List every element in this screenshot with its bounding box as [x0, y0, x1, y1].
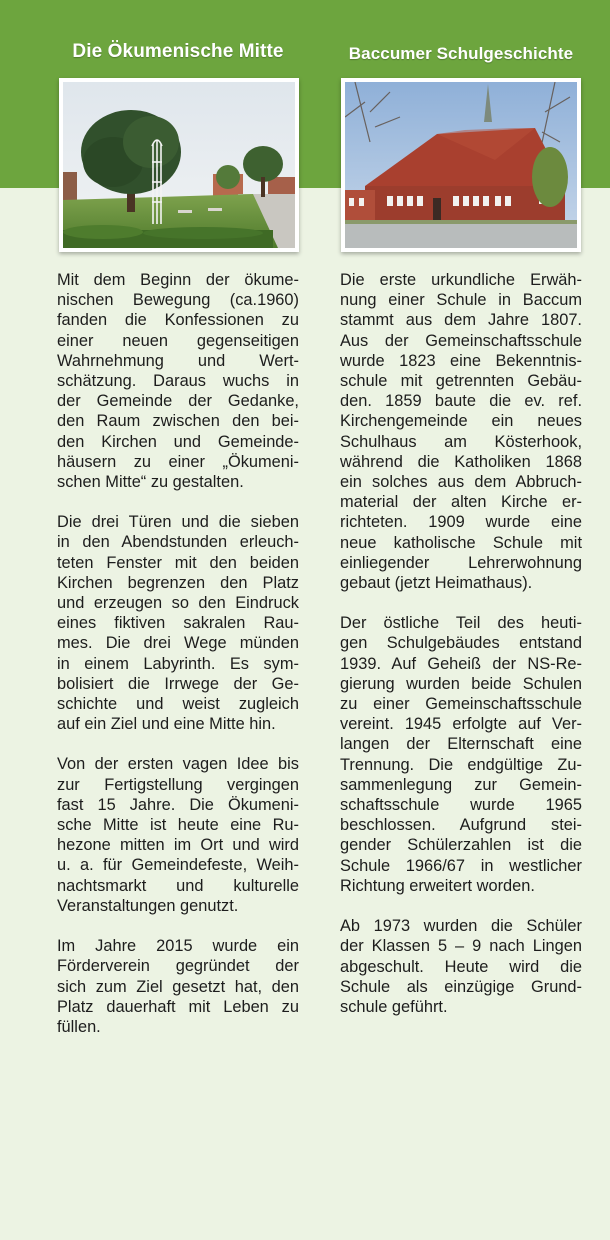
right-paragraph-2 [340, 613, 582, 896]
text-line: sammenlegung zur Gemein- [340, 775, 582, 794]
text-line: abgeschult. Heute wird die [340, 957, 582, 976]
text-line: Schule als einzügige Grund- [340, 977, 582, 996]
text-line: schule geführt. [340, 997, 448, 1016]
text-line: ein solches aus dem Abbruch- [340, 473, 582, 492]
left-paragraph-3 [57, 754, 299, 916]
text-line: Schule 1966/67 in westlicher [340, 856, 582, 875]
text-line: der Klassen 5 – 9 nach Lingen [340, 937, 582, 956]
text-line: gebaut (jetzt Heimathaus). [340, 574, 533, 593]
text-line: schichte und weist zugleich [57, 695, 299, 714]
text-line: und erzeugen so den Eindruck [57, 594, 299, 613]
text-line: eines fiktiven sakralen Rau- [57, 614, 299, 633]
text-line: einliegender Lehrerwohnung [340, 553, 582, 572]
text-line: sche Mitte ist heute eine Ru- [57, 816, 299, 835]
text-line: zu einer Gemeinschaftsschule [340, 695, 582, 714]
text-line: Die erste urkundliche Erwäh- [340, 271, 582, 289]
text-line: auf ein Ziel und eine Mitte hin. [57, 715, 276, 734]
text-line: in einem Labyrinth. Es sym- [57, 654, 299, 673]
text-line: neue katholische Schule mit [340, 533, 582, 552]
text-line: bolisiert die Irrwege der Ge- [57, 674, 299, 693]
left-paragraph-4 [57, 936, 299, 1037]
text-line: Trennung. Die endgültige Zu- [340, 755, 582, 774]
text-line: gen Schulgebäudes entstand [340, 634, 582, 653]
text-line: zur Fertigstellung vergingen [57, 775, 299, 794]
text-line: schen Mitte“ zu gestalten. [57, 473, 244, 492]
right-column-text [340, 270, 582, 1037]
text-line: 1939. Auf Geheiß der NS-Re- [340, 654, 582, 673]
left-column-title: Die Ökumenische Mitte [72, 41, 284, 62]
right-paragraph-1 [340, 270, 582, 593]
text-line: Aus der Gemeinschaftsschule [340, 331, 582, 350]
text-line: material der alten Kirche er- [340, 493, 582, 512]
text-line: mes. Die drei Wege münden [57, 634, 299, 653]
text-line: beschlossen. Aufgrund stei- [340, 816, 582, 835]
text-line: fast 15 Jahre. Die Ökumeni- [57, 795, 299, 814]
text-line: teten Fenster mit den beiden [57, 553, 299, 572]
text-line: Platz dauerhaft mit Leben zu [57, 997, 299, 1016]
text-line: hezone mitten im Ort und wird [57, 836, 299, 855]
text-line: Im Jahre 2015 wurde ein [57, 937, 299, 956]
left-column-text [57, 270, 299, 1057]
right-column-title: Baccumer Schulgeschichte [348, 44, 574, 63]
text-line: füllen. [57, 1017, 101, 1036]
text-line: den. 1859 baute die ev. ref. [340, 392, 582, 411]
text-line: schätzung. Daraus wuchs in [57, 372, 299, 391]
text-line: Mit dem Beginn der ökume- [57, 271, 299, 289]
text-line: Veranstaltungen genutzt. [57, 896, 239, 915]
text-line: gierung wurden beide Schulen [340, 674, 582, 693]
text-line: wurde 1823 eine Bekenntnis- [340, 351, 582, 370]
text-line: u. a. für Gemeindefeste, Weih- [57, 856, 299, 875]
text-line: in den Abendstunden erleuch- [57, 533, 299, 552]
text-line: Die drei Türen und die sieben [57, 513, 299, 532]
park-photo [59, 78, 299, 252]
text-line: während die Katholiken 1868 [340, 452, 582, 471]
text-line: einer neuen gegenseitigen [57, 331, 299, 350]
text-line: Kirchengemeinde ein neues [340, 412, 582, 431]
text-line: schaftsschule wurde 1965 [340, 796, 582, 815]
right-paragraph-3 [340, 916, 582, 1017]
text-line: nischen Bewegung (ca.1960) [57, 291, 299, 310]
text-line: häusern zu einer „Ökumeni- [57, 452, 299, 471]
text-line: Ab 1973 wurden die Schüler [340, 917, 582, 936]
text-line: nachtsmarkt und kulturelle [57, 876, 299, 895]
text-line: vereint. 1945 erfolgte auf Ver- [340, 715, 582, 734]
text-line: schule mit getrennten Gebäu- [340, 372, 582, 391]
text-line: sich zum Ziel gesetzt hat, den [57, 977, 299, 996]
text-line: gender Schülerzahlen ist die [340, 836, 582, 855]
left-paragraph-1 [57, 270, 299, 492]
text-line: der Gemeinde der Gedanke, [57, 392, 299, 411]
text-line: den Raum zwischen den bei- [57, 412, 299, 431]
text-line: Der östliche Teil des heuti- [340, 614, 582, 633]
text-line: fanden die Konfessionen zu [57, 311, 299, 330]
text-line: Von der ersten vagen Idee bis [57, 755, 299, 774]
text-line: stammt aus dem Jahre 1807. [340, 311, 582, 330]
text-line: Wahrnehmung und Wert- [57, 351, 299, 370]
text-line: den Kirchen und Gemeinde- [57, 432, 299, 451]
text-line: nung einer Schule in Baccum [340, 291, 582, 310]
text-line: Schulhaus am Kösterhook, [340, 432, 582, 451]
text-line: Kirchen begrenzen den Platz [57, 573, 299, 592]
text-line: Richtung erweitert worden. [340, 876, 535, 895]
text-line: langen der Elternschaft eine [340, 735, 582, 754]
text-line: Förderverein gegründet der [57, 957, 299, 976]
left-paragraph-2 [57, 512, 299, 734]
text-line: richteten. 1909 wurde eine [340, 513, 582, 532]
school-photo [341, 78, 581, 252]
